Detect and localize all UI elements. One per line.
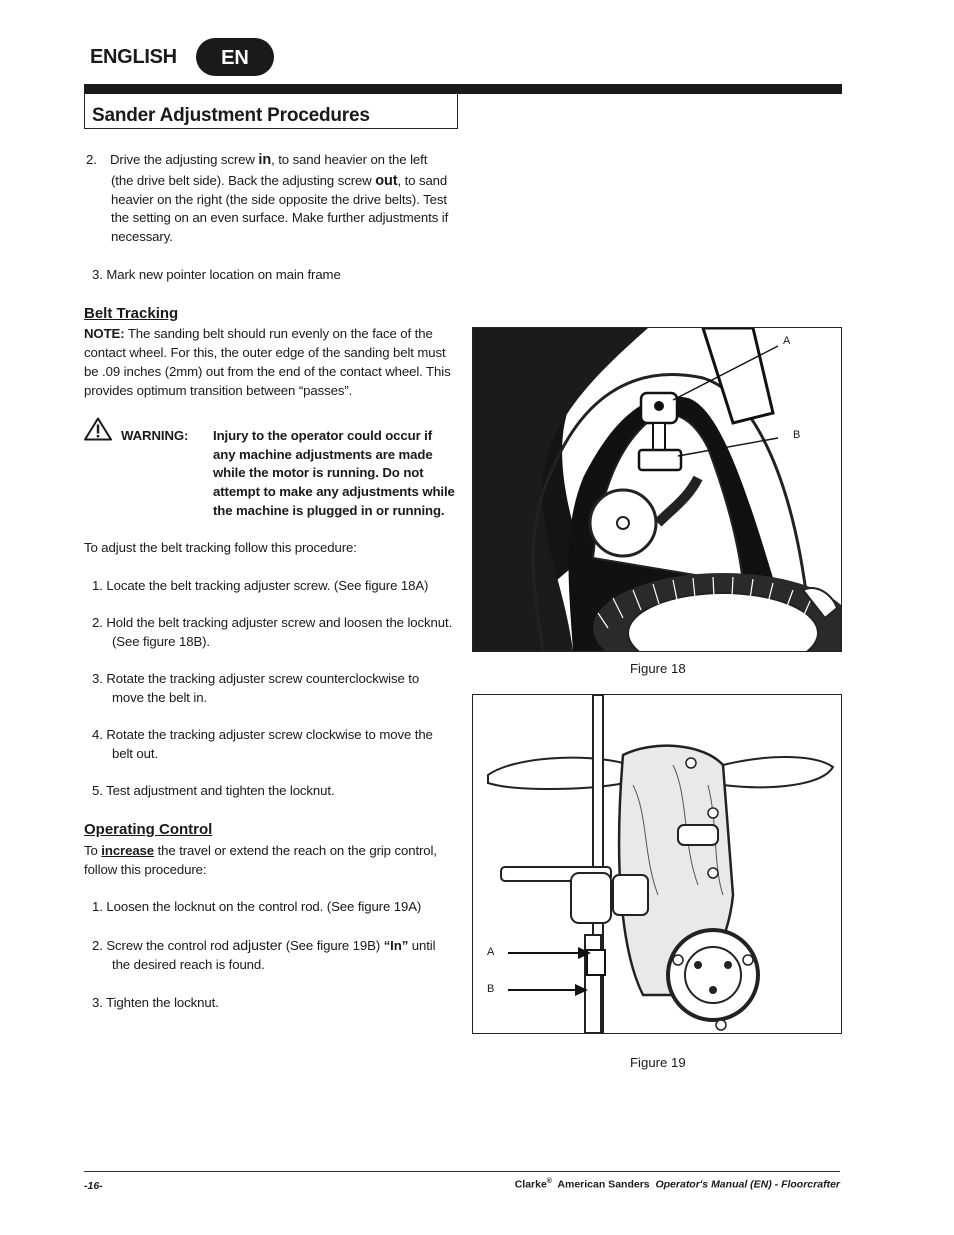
warning-icon (84, 417, 112, 441)
operating-intro-line-2: follow this procedure: (84, 862, 207, 877)
warning-line-1: Injury to the operator could occur if (213, 428, 433, 443)
operating-step-1: 1. Loosen the locknut on the control rod. (See figure 19A) (92, 899, 422, 914)
belt-step-3-line-1: 3. Rotate the tracking adjuster screw counterclockwise to (92, 671, 420, 686)
belt-step-2-line-2: (See figure 18B). (112, 634, 210, 649)
operating-step-2-line-2: the desired reach is found. (112, 957, 265, 972)
operating-step-3: 3. Tighten the locknut. (92, 995, 219, 1010)
belt-step-2-line-1: 2. Hold the belt tracking adjuster screw and loosen the locknut. (92, 615, 453, 630)
language-badge: EN (196, 38, 274, 76)
step-2-number: 2. (86, 152, 97, 167)
figure-19-label-b: B (487, 983, 495, 995)
figure-19-caption: Figure 19 (630, 1055, 686, 1070)
figure-19-photo (472, 694, 842, 1034)
step-2-line-5: necessary. (111, 229, 173, 244)
warning-label: WARNING: (121, 428, 189, 443)
belt-step-5: 5. Test adjustment and tighten the locknut. (92, 783, 335, 798)
step-2-line-4: the setting on an even surface. Make further adjustments if (111, 210, 449, 225)
belt-step-1: 1. Locate the belt tracking adjuster screw. (See figure 18A) (92, 578, 429, 593)
language-label: ENGLISH (90, 46, 177, 68)
note-line-3: be .09 inches (2mm) out from the end of the contact wheel. This (84, 364, 451, 379)
step-2-line-1: Drive the adjusting screw in, to sand heavier on the left (110, 152, 428, 168)
figure-18-label-b: B (793, 429, 801, 441)
warning-line-2: any machine adjustments are made (213, 447, 433, 462)
note-line-2: contact wheel. For this, the outer edge of the sanding belt must (84, 345, 446, 360)
note-line-4: provides optimum transition between “passes”. (84, 383, 353, 398)
warning-line-4: attempt to make any adjustments while (213, 484, 455, 499)
warning-line-5: the machine is plugged in or running. (213, 503, 445, 518)
page-number: -16- (84, 1180, 103, 1192)
footer-brand: Clarke (514, 1178, 547, 1191)
figure-19-label-a: A (487, 946, 495, 958)
footer-manual: Operator's Manual (EN) - Floorcrafter (655, 1178, 840, 1191)
belt-step-4-line-1: 4. Rotate the tracking adjuster screw clockwise to move the (92, 727, 433, 742)
footer-registered-mark: ® (546, 1178, 552, 1185)
warning-line-3: while the motor is running. Do not (213, 465, 424, 480)
belt-tracking-intro: To adjust the belt tracking follow this procedure: (84, 540, 357, 555)
note-line-1: NOTE: The sanding belt should run evenly on the face of the (84, 326, 433, 341)
footer-rule (84, 1171, 840, 1172)
step-3: 3. Mark new pointer location on main frame (92, 267, 341, 282)
belt-tracking-heading: Belt Tracking (84, 305, 179, 322)
operating-step-2-line-1: 2. Screw the control rod adjuster (See figure 19B) “In” until (92, 938, 436, 954)
footer-company: American Sanders (551, 1178, 656, 1191)
footer-title (500, 1178, 840, 1191)
figure-18-caption: Figure 18 (630, 661, 686, 676)
operating-control-heading: Operating Control (84, 821, 213, 838)
figure-18-photo (472, 327, 842, 652)
section-title: Sander Adjustment Procedures (92, 105, 370, 126)
figure-18-label-a: A (783, 335, 791, 347)
operating-intro-line-1: To increase the travel or extend the reach on the grip control, (84, 843, 437, 858)
header-rule (84, 84, 842, 94)
belt-step-3-line-2: move the belt in. (112, 690, 208, 705)
step-2-line-2: (the drive belt side). Back the adjusting screw out, to sand (111, 173, 448, 189)
step-2-line-3: heavier on the right (the side opposite the drive belts). Test (111, 192, 447, 207)
belt-step-4-line-2: belt out. (112, 746, 159, 761)
